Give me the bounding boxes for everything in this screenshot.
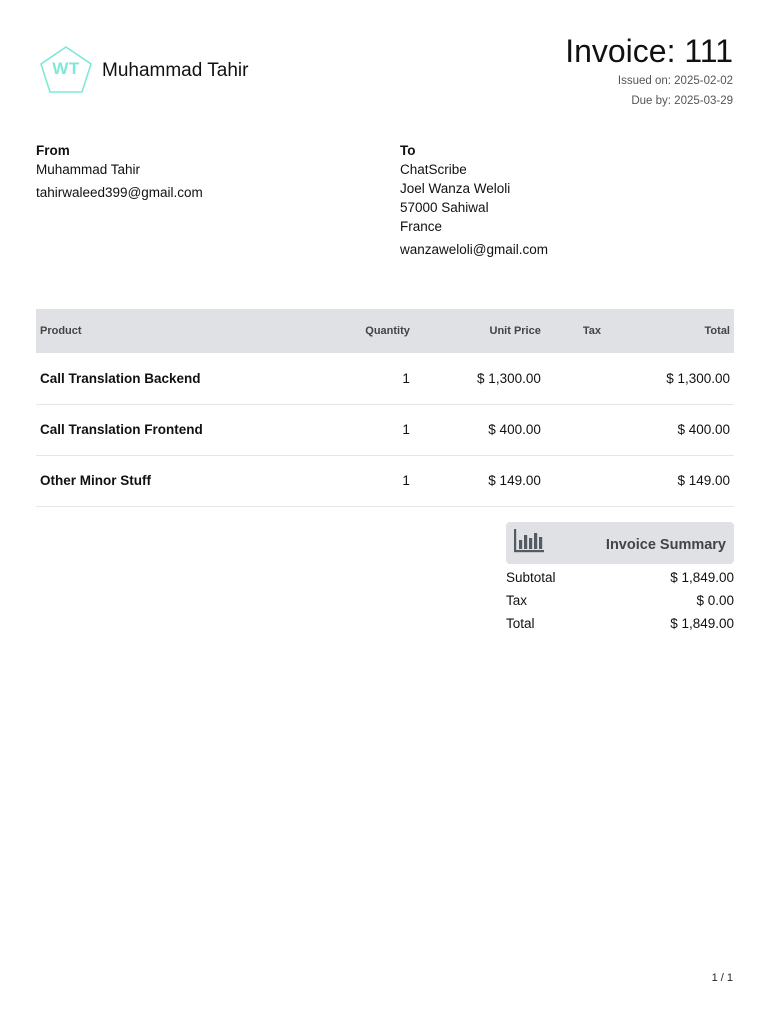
row-tax bbox=[545, 353, 605, 404]
to-section bbox=[400, 141, 548, 259]
tax-row bbox=[506, 589, 734, 612]
total-label: Total bbox=[506, 616, 535, 631]
from-section bbox=[36, 141, 203, 202]
row-quantity: 1 bbox=[402, 473, 410, 488]
column-header-quantity: Quantity bbox=[365, 325, 410, 337]
row-quantity: 1 bbox=[402, 370, 410, 386]
line-items-table bbox=[36, 309, 734, 507]
to-heading: To bbox=[400, 143, 416, 158]
due-date: Due by: 2025-03-29 bbox=[631, 95, 733, 107]
tax-label: Tax bbox=[506, 593, 528, 608]
row-total: $ 149.00 bbox=[677, 473, 730, 488]
invoice-summary bbox=[506, 522, 734, 635]
to-country: France bbox=[400, 219, 443, 234]
column-header-unit-price: Unit Price bbox=[489, 325, 541, 337]
tax-value: $ 0.00 bbox=[696, 593, 734, 608]
to-email: wanzaweloli@gmail.com bbox=[400, 242, 549, 257]
from-name: Muhammad Tahir bbox=[36, 162, 141, 177]
to-name: Joel Wanza Weloli bbox=[400, 181, 511, 196]
row-unit-price: $ 1,300.00 bbox=[477, 370, 541, 386]
company-logo bbox=[38, 45, 94, 95]
row-unit-price: $ 149.00 bbox=[488, 473, 541, 488]
row-tax bbox=[545, 455, 605, 506]
invoice-summary-header bbox=[506, 522, 734, 564]
subtotal-label: Subtotal bbox=[506, 570, 556, 585]
table-header-row bbox=[36, 309, 734, 353]
row-total: $ 400.00 bbox=[677, 422, 730, 437]
from-email: tahirwaleed399@gmail.com bbox=[36, 185, 203, 200]
total-row bbox=[506, 612, 734, 635]
row-tax bbox=[545, 404, 605, 455]
table-row bbox=[36, 404, 734, 455]
subtotal-value: $ 1,849.00 bbox=[670, 570, 734, 585]
row-product: Call Translation Backend bbox=[40, 370, 201, 386]
subtotal-row bbox=[506, 566, 734, 589]
row-quantity: 1 bbox=[402, 422, 410, 437]
table-row bbox=[36, 455, 734, 506]
bar-chart-icon bbox=[513, 528, 545, 554]
issued-date: Issued on: 2025-02-02 bbox=[617, 75, 733, 87]
row-product: Other Minor Stuff bbox=[40, 473, 151, 488]
column-header-tax: Tax bbox=[582, 325, 601, 337]
logo-initials: WT bbox=[52, 59, 80, 78]
from-heading: From bbox=[36, 143, 70, 158]
row-unit-price: $ 400.00 bbox=[488, 422, 541, 437]
total-value: $ 1,849.00 bbox=[670, 616, 734, 631]
page-number: 1 / 1 bbox=[711, 972, 733, 984]
column-header-product: Product bbox=[40, 325, 82, 337]
table-row bbox=[36, 353, 734, 404]
brand-name: Muhammad Tahir bbox=[102, 60, 249, 81]
to-address: 57000 Sahiwal bbox=[400, 200, 489, 215]
column-header-total: Total bbox=[704, 325, 730, 337]
invoice-title: Invoice: 111 bbox=[565, 33, 733, 69]
to-company: ChatScribe bbox=[400, 162, 467, 177]
invoice-summary-title: Invoice Summary bbox=[605, 537, 726, 553]
row-total: $ 1,300.00 bbox=[666, 370, 730, 386]
row-product: Call Translation Frontend bbox=[40, 422, 203, 437]
